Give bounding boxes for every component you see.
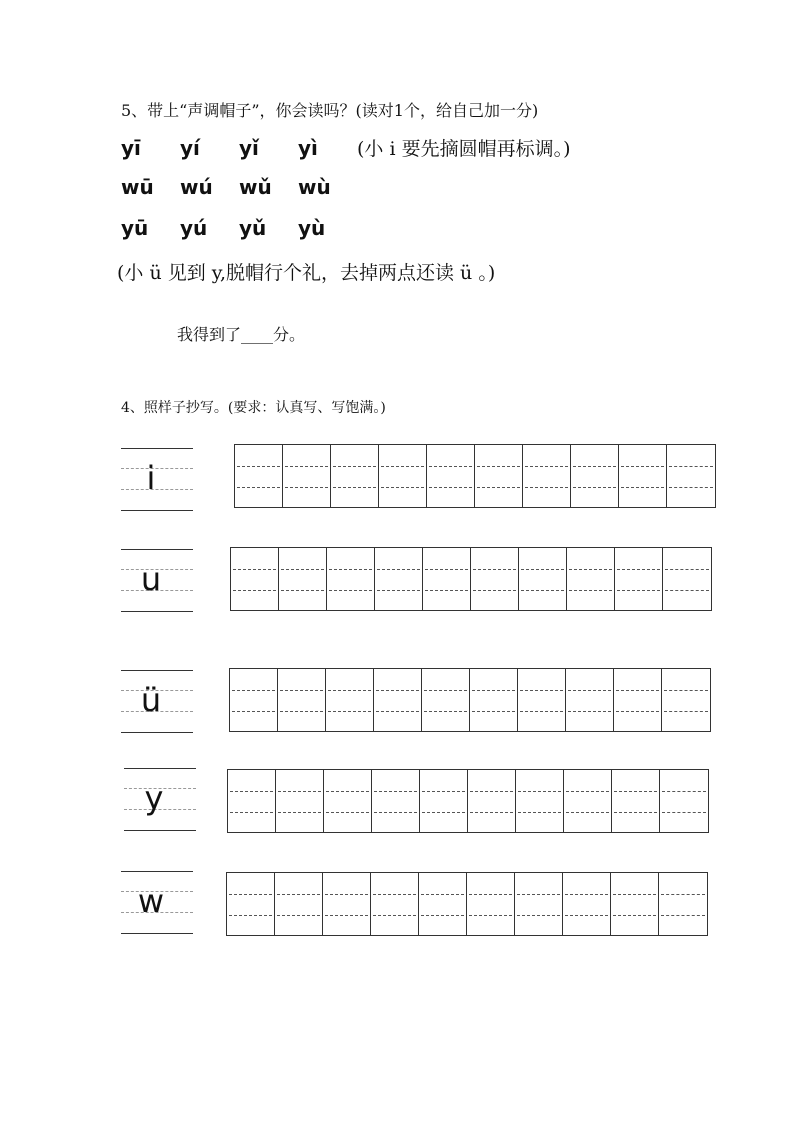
pinyin-syllable: yí (180, 136, 200, 160)
writing-cell[interactable] (371, 873, 419, 935)
writing-cell[interactable] (611, 873, 659, 935)
writing-cell[interactable] (324, 770, 372, 832)
writing-cell[interactable] (515, 873, 563, 935)
sample-letter: ü (140, 681, 162, 719)
pinyin-row-wu (121, 175, 357, 199)
writing-cell[interactable] (468, 770, 516, 832)
writing-cell[interactable] (662, 669, 710, 731)
writing-cell[interactable] (231, 548, 279, 610)
writing-cell[interactable] (564, 770, 612, 832)
writing-cell[interactable] (563, 873, 611, 935)
writing-cell[interactable] (278, 669, 326, 731)
copy-grid-y[interactable] (227, 769, 709, 833)
sample-letter-box-u-umlaut (121, 670, 193, 732)
writing-cell[interactable] (427, 445, 475, 507)
writing-cell[interactable] (612, 770, 660, 832)
writing-cell[interactable] (420, 770, 468, 832)
writing-cell[interactable] (326, 669, 374, 731)
pinyin-syllable: yī (121, 136, 141, 160)
sample-letter: y (144, 779, 164, 817)
question-4-title: 4、照样子抄写。(要求：认真写、写饱满。) (121, 400, 386, 416)
writing-cell[interactable] (614, 669, 662, 731)
copy-grid-u[interactable] (230, 547, 712, 611)
writing-cell[interactable] (422, 669, 470, 731)
writing-cell[interactable] (518, 669, 566, 731)
sample-letter-box-w (121, 871, 193, 933)
writing-cell[interactable] (519, 548, 567, 610)
writing-cell[interactable] (619, 445, 667, 507)
pinyin-syllable: yì (298, 136, 318, 160)
writing-cell[interactable] (275, 873, 323, 935)
sample-letter-box-i (121, 448, 193, 510)
writing-cell[interactable] (276, 770, 324, 832)
copy-grid-w[interactable] (226, 872, 708, 936)
writing-cell[interactable] (667, 445, 715, 507)
writing-cell[interactable] (331, 445, 379, 507)
writing-cell[interactable] (423, 548, 471, 610)
sample-letter: i (146, 459, 156, 497)
writing-cell[interactable] (372, 770, 420, 832)
pinyin-syllable: wù (298, 175, 331, 199)
writing-cell[interactable] (615, 548, 663, 610)
writing-cell[interactable] (228, 770, 276, 832)
sample-letter: w (137, 882, 165, 920)
pinyin-syllable: yǐ (239, 136, 259, 160)
writing-cell[interactable] (327, 548, 375, 610)
writing-cell[interactable] (374, 669, 422, 731)
writing-cell[interactable] (523, 445, 571, 507)
pinyin-syllable: wū (121, 175, 154, 199)
writing-cell[interactable] (660, 770, 708, 832)
tone-rule-note: (小 i 要先摘圆帽再标调。) (357, 138, 571, 160)
pinyin-syllable: yǔ (239, 216, 267, 240)
writing-cell[interactable] (663, 548, 711, 610)
pinyin-syllable: wǔ (239, 175, 272, 199)
writing-cell[interactable] (471, 548, 519, 610)
writing-cell[interactable] (567, 548, 615, 610)
writing-cell[interactable] (279, 548, 327, 610)
writing-cell[interactable] (467, 873, 515, 935)
pinyin-row-yu (121, 216, 357, 240)
pinyin-row-yi (121, 134, 570, 161)
writing-cell[interactable] (659, 873, 707, 935)
sample-letter: u (140, 560, 162, 598)
u-umlaut-rule-note: (小 ü 见到 y,脱帽行个礼，去掉两点还读 ü 。) (117, 262, 496, 284)
writing-cell[interactable] (230, 669, 278, 731)
writing-cell[interactable] (227, 873, 275, 935)
copy-grid-u-umlaut[interactable] (229, 668, 711, 732)
copy-grid-i[interactable] (234, 444, 716, 508)
writing-cell[interactable] (235, 445, 283, 507)
sample-letter-box-y (124, 768, 196, 830)
writing-cell[interactable] (516, 770, 564, 832)
writing-cell[interactable] (379, 445, 427, 507)
pinyin-syllable: yú (180, 216, 208, 240)
pinyin-syllable: yù (298, 216, 326, 240)
writing-cell[interactable] (419, 873, 467, 935)
sample-letter-box-u (121, 549, 193, 611)
writing-cell[interactable] (475, 445, 523, 507)
writing-cell[interactable] (470, 669, 518, 731)
writing-cell[interactable] (323, 873, 371, 935)
pinyin-syllable: wú (180, 175, 213, 199)
writing-cell[interactable] (283, 445, 331, 507)
question-5-title: 5、带上“声调帽子”，你会读吗？(读对1个，给自己加一分) (121, 101, 539, 120)
writing-cell[interactable] (566, 669, 614, 731)
score-line[interactable]: 我得到了____分。 (177, 325, 306, 344)
pinyin-syllable: yū (121, 216, 149, 240)
writing-cell[interactable] (375, 548, 423, 610)
writing-cell[interactable] (571, 445, 619, 507)
